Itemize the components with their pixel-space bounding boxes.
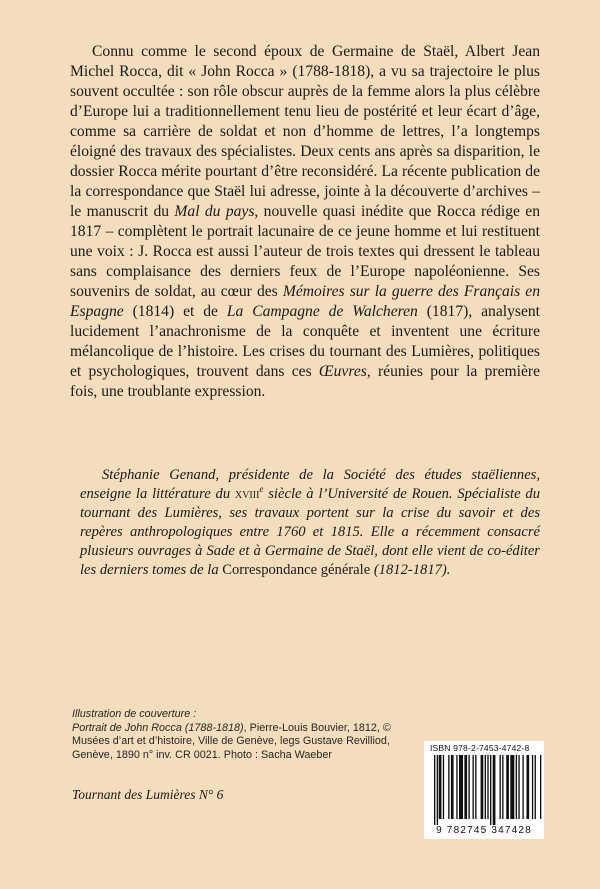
summary-text-part: (1817), analysent lucidement l’anachronisme de la conquête et inventent une écriture mélancolique de l’histoire. Les crises du tournant des Lumières, politiques et psychologiques, trouvent dans ces xyxy=(70,303,540,380)
credit-heading: Illustration de couverture : xyxy=(72,708,197,720)
barcode-bar xyxy=(451,755,454,819)
barcode-bar xyxy=(464,755,467,819)
bio-paragraph xyxy=(80,466,540,580)
title-campagne-walcheren: La Campagne de Walcheren xyxy=(226,303,418,320)
series-title: Tournant des Lumières N° 6 xyxy=(72,787,224,802)
title-mal-du-pays: Mal du pays xyxy=(174,203,255,220)
summary-text xyxy=(70,42,540,402)
barcode-bar xyxy=(439,755,442,819)
barcode-bar xyxy=(434,755,435,825)
barcode-bar xyxy=(526,755,529,819)
barcode-bar xyxy=(532,755,533,819)
barcode-bar xyxy=(499,755,500,819)
barcode-bar xyxy=(518,755,519,819)
credit-body xyxy=(72,722,402,763)
summary-text-part: , nouvelle quasi inédite que Rocca rédige en 1817 – complètent le portrait lacunaire de ce jeune homme et lui restituent une voix : J. Rocca est aussi l’auteur de trois textes qui dressent le tableau sans complaisance des derniers feux de l’Europe napoléonienne. Ses souvenirs de soldat, au cœur des xyxy=(70,203,541,300)
bio-text-part: (1812-1817). xyxy=(370,562,451,578)
summary-text-part: , réunies pour la première fois, une troublante expression. xyxy=(70,363,540,400)
barcode-icon xyxy=(430,755,542,825)
barcode-bar xyxy=(485,755,486,819)
title-correspondance: Correspondance générale xyxy=(222,562,371,578)
barcode-bar xyxy=(522,755,523,819)
century-superscript: e xyxy=(259,484,264,495)
barcode-bar xyxy=(443,755,444,819)
barcode-bar xyxy=(487,755,488,819)
title-memoires: Mémoires sur la guerre des Français en Espagne xyxy=(70,283,540,320)
barcode-bar xyxy=(540,755,541,819)
barcode-bar xyxy=(535,755,536,819)
barcode-panel xyxy=(424,741,544,839)
bio-text-part: Stéphanie Genand, présidente de la Société des études staëliennes, enseigne la littérature du xyxy=(80,467,540,502)
barcode-bar xyxy=(459,755,463,819)
isbn-label: ISBN 978-2-7453-4742-8 xyxy=(430,743,530,753)
barcode-bar xyxy=(490,755,491,825)
bio-text-part: siècle à l’Université de Rouen. Spécialiste du tournant des Lumières, ses travaux portent sur la crise du savoir et des repères anthropologiques entre 1760 et 1815. Elle a récemment consacré plusieurs ouvrages à Sade et à Germaine de Staël, dont elle vient de co-éditer les derniers tomes de la xyxy=(80,486,540,578)
barcode-bar xyxy=(456,755,457,819)
barcode-bar xyxy=(493,755,496,825)
summary-text-part: Connu comme le second époux de Germaine de Staël, Albert Jean Michel Rocca, dit « John Rocca » (1788-1818), a vu sa trajectoire le plus souvent occultée : son rôle obscur auprès de la femme alors la plus célèbre d’Europe lui a traditionnellement tenu lieu de postérité et leur écart d’âge, comme sa carrière de soldat et non d’homme de lettres, l’a longtemps éloigné des travaux des spécialistes. Deux cents ans après sa disparition, le dossier Rocca mérite pourtant d’être reconsidéré. La récente publication de la correspondance que Staël lui adresse, jointe à la découverte d’archives – le manuscrit du xyxy=(70,43,540,220)
barcode-bar xyxy=(468,755,469,819)
barcode-bar xyxy=(448,755,449,819)
credit-details: , Pierre-Louis Bouvier, 1812, © Musées d’art et d’histoire, Ville de Genève, legs Gustave Revilliod, Genève, 1890 n° inv. CR 0021. Photo : Sacha Waeber xyxy=(72,721,391,761)
cover-illustration-credit xyxy=(72,708,402,762)
author-bio xyxy=(80,466,540,580)
barcode-bar xyxy=(475,755,476,819)
barcode-bar xyxy=(506,755,509,819)
summary-paragraph xyxy=(70,42,540,402)
ean-digits: 9 782745 347428 xyxy=(436,825,532,836)
barcode-bar xyxy=(510,755,514,819)
barcode-bar xyxy=(516,755,517,819)
century-roman: xviii xyxy=(234,486,260,502)
title-oeuvres: Œuvres xyxy=(318,363,367,380)
credit-artwork-title: Portrait de John Rocca (1788-1818) xyxy=(72,721,244,734)
barcode-bar xyxy=(472,755,473,819)
barcode-bar xyxy=(481,755,484,819)
barcode-bar xyxy=(437,755,438,825)
summary-text-part: (1814) et de xyxy=(123,303,227,320)
barcode-bar xyxy=(502,755,503,819)
